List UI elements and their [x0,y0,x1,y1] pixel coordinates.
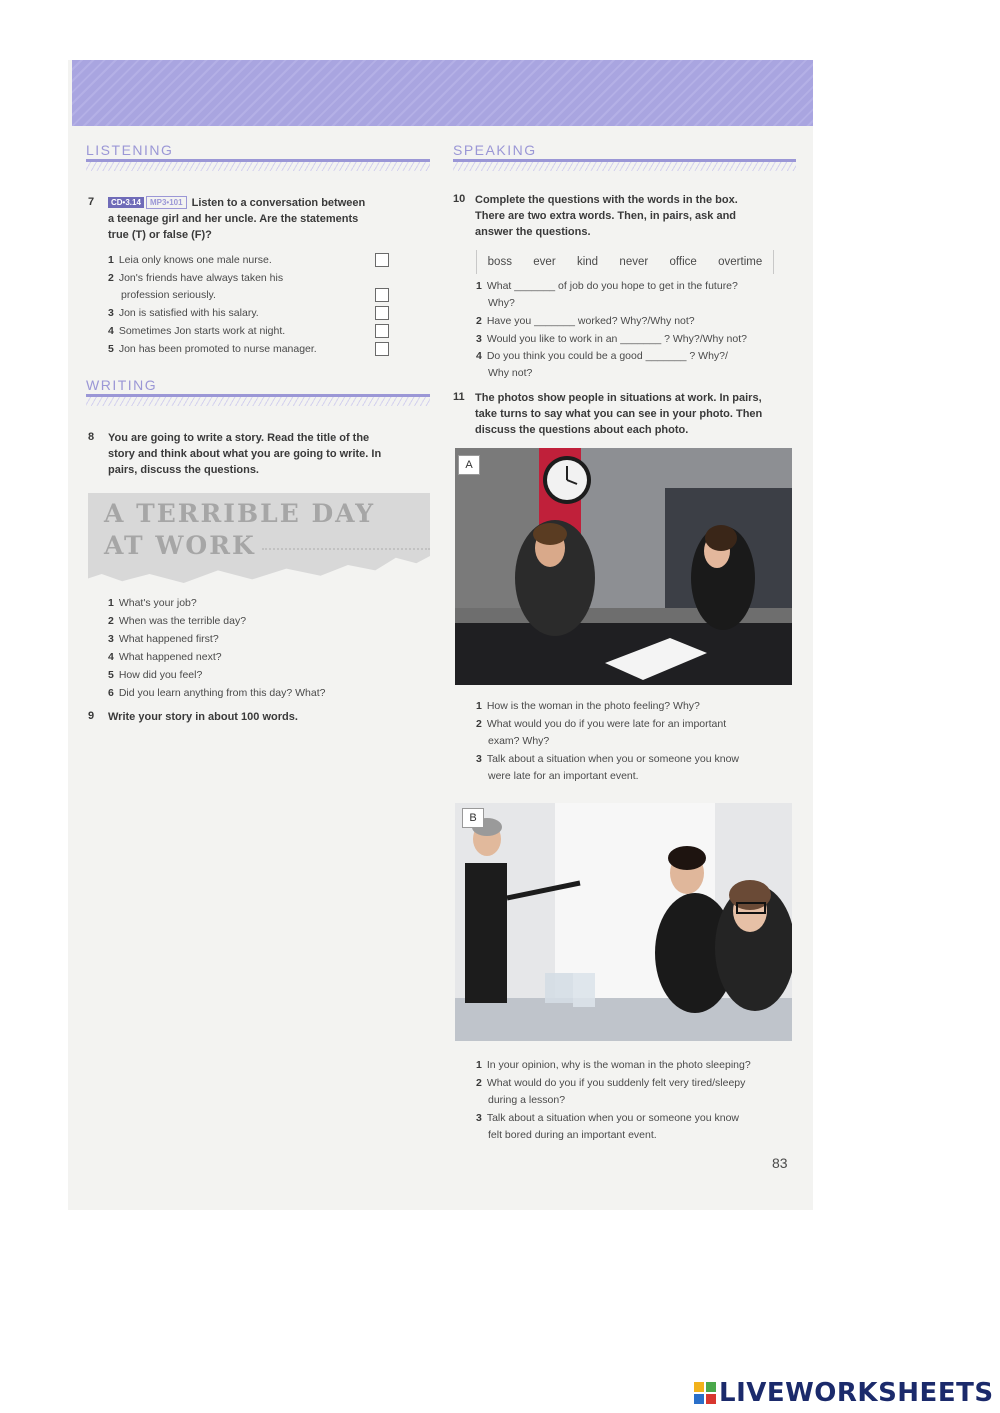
ex7-item-2-cont: profession seriously. [121,289,216,301]
ex7-item-5: 5 Jon has been promoted to nurse manager. [108,343,317,355]
story-title-line1: A TERRIBLE DAY [104,499,376,528]
photo-a [455,448,792,685]
ex9-instructions: Write your story in about 100 words. [108,711,298,723]
photo-a-question-2-cont: exam? Why? [488,735,550,747]
listening-heading: LISTENING [86,142,174,158]
word-overtime: overtime [718,256,763,268]
story-title [104,498,424,562]
ex7-line1: Listen to a conversation between [191,197,366,209]
ex8-number: 8 [88,431,95,443]
ex7-number: 7 [88,196,95,208]
ex7-line3: true (T) or false (F)? [108,229,212,241]
brand-name: LIVEWORKSHEETS [719,1378,994,1408]
ex9-number: 9 [88,710,95,722]
writing-heading: WRITING [86,377,158,393]
ex7-item-1: 1 Leia only knows one male nurse. [108,254,272,266]
ex10-number: 10 [453,193,466,205]
photo-a-question-3: 3 Talk about a situation when you or someone you know [476,753,739,765]
photo-a-question-1: 1 How is the woman in the photo feeling? Why? [476,700,700,712]
word-kind: kind [576,256,599,268]
answer-box-3[interactable] [375,306,389,320]
answer-box-4[interactable] [375,324,389,338]
ex8-question-3: 3 What happened first? [108,633,219,645]
word-box [476,250,774,274]
story-title-dots [262,548,430,552]
liveworksheets-brand[interactable] [694,1378,994,1408]
header-banner [72,60,813,126]
ex10-instructions: Complete the questions with the words in the box. There are two extra words. Then, in pairs, ask and answer the questions. [475,194,738,238]
photo-b-question-3: 3 Talk about a situation when you or someone you know [476,1112,739,1124]
photo-b-question-2: 2 What would do you if you suddenly felt very tired/sleepy [476,1077,746,1089]
ex10-item-4: 4 Do you think you could be a good _______ ? Why?/ [476,350,728,362]
writing-rule [86,394,430,406]
ex11-instructions: The photos show people in situations at work. In pairs, take turns to say what you can see in your photo. Then discuss the questions about each photo. [475,392,763,436]
story-title-line2: AT WORK [104,531,256,560]
speaking-rule [453,159,796,171]
ex8-question-4: 4 What happened next? [108,651,222,663]
photo-a-question-3-cont: were late for an important event. [488,770,639,782]
word-ever: ever [533,256,556,268]
ex7-instructions [108,195,408,243]
ex8-instructions: You are going to write a story. Read the title of the story and think about what you are going to write. In pairs, discuss the questions. [108,432,382,476]
photo-a-label: A [458,455,480,475]
ex8-question-2: 2 When was the terrible day? [108,615,247,627]
ex8-question-1: 1 What's your job? [108,597,197,609]
ex10-item-3: 3 Would you like to work in an _______ ? Why?/Why not? [476,333,747,345]
page-number: 83 [772,1155,788,1171]
photo-b-question-1: 1 In your opinion, why is the woman in the photo sleeping? [476,1059,751,1071]
word-boss: boss [487,256,512,268]
mp3-track-badge: MP3•101 [146,196,187,209]
ex10-item-4-cont: Why not? [488,367,533,379]
ex11-number: 11 [453,391,465,403]
listening-rule [86,159,430,171]
photo-a-question-2: 2 What would you do if you were late for an important [476,718,727,730]
speaking-heading: SPEAKING [453,142,537,158]
ex10-item-1-cont: Why? [488,297,515,309]
photo-b-question-3-cont: felt bored during an important event. [488,1129,657,1141]
photo-b-question-2-cont: during a lesson? [488,1094,566,1106]
photo-b-label: B [462,808,484,828]
ex10-item-1: 1 What _______ of job do you hope to get in the future? [476,280,738,292]
photo-b [455,803,792,1041]
answer-box-1[interactable] [375,253,389,267]
liveworksheets-logo-icon [694,1382,716,1404]
ex8-question-6: 6 Did you learn anything from this day? What? [108,687,326,699]
ex7-item-4: 4 Sometimes Jon starts work at night. [108,325,286,337]
word-never: never [619,256,649,268]
answer-box-5[interactable] [375,342,389,356]
ex8-question-5: 5 How did you feel? [108,669,203,681]
cd-track-badge: CD•3.14 [108,197,144,208]
answer-box-2[interactable] [375,288,389,302]
ex7-item-2: 2 Jon's friends have always taken his [108,272,284,284]
ex10-item-2: 2 Have you _______ worked? Why?/Why not? [476,315,695,327]
ex7-item-3: 3 Jon is satisfied with his salary. [108,307,259,319]
ex7-line2: a teenage girl and her uncle. Are the statements [108,213,359,225]
word-office: office [669,256,697,268]
